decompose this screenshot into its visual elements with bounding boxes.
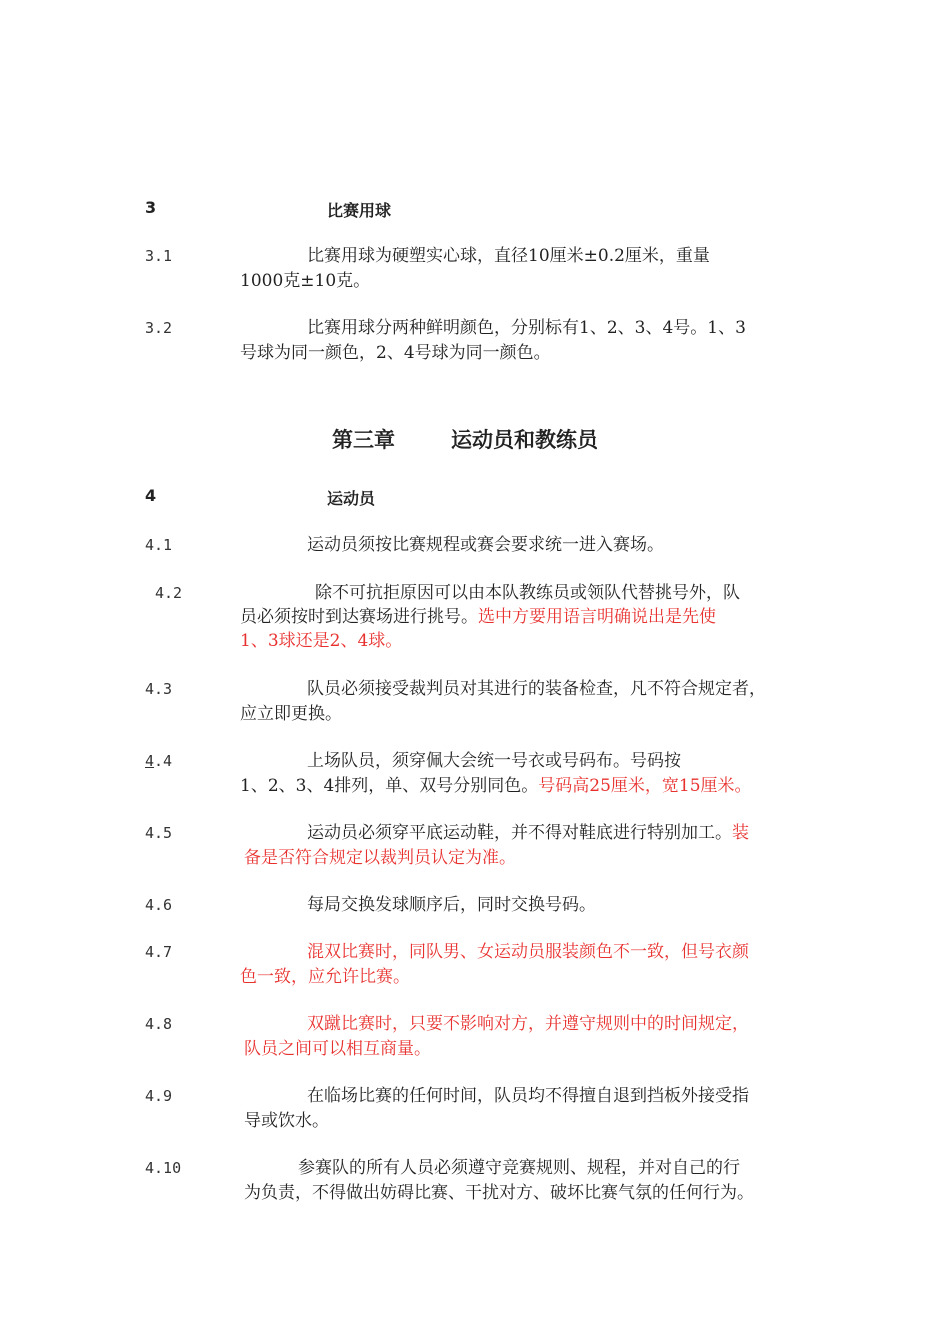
item-4-2-line-2-highlight: 选中方要用语言明确说出是先使 [478, 607, 716, 627]
item-4-5-line-2: 备是否符合规定以裁判员认定为准。 [244, 848, 516, 868]
item-4-10-line-1: 参赛队的所有人员必须遵守竞赛规则、规程，并对自己的行 [298, 1158, 740, 1178]
item-4-4-number-minor: .4 [154, 752, 173, 770]
item-3-2-number: 3.2 [145, 319, 173, 337]
item-4-3-line-1: 队员必须接受裁判员对其进行的装备检查，凡不符合规定者， [307, 679, 766, 699]
item-4-4-line-2 [240, 775, 752, 797]
item-4-4-number-major: 4 [145, 752, 155, 770]
item-4-4-line-2-text: 1、2、3、4排列，单、双号分别同色。 [240, 776, 539, 796]
item-3-1-number: 3.1 [145, 247, 173, 265]
item-4-2-line-2-text: 员必须按时到达赛场进行挑号。 [240, 607, 478, 627]
section-3-number: 3 [145, 198, 157, 217]
section-4-number: 4 [145, 486, 157, 505]
item-4-10-line-2: 为负责，不得做出妨碍比赛、干扰对方、破坏比赛气氛的任何行为。 [244, 1183, 754, 1203]
item-4-2-line-2 [240, 606, 716, 628]
item-4-9-line-1: 在临场比赛的任何时间，队员均不得擅自退到挡板外接受指 [307, 1086, 749, 1106]
item-4-1-number: 4.1 [145, 536, 173, 554]
item-4-1-line-1: 运动员须按比赛规程或赛会要求统一进入赛场。 [307, 535, 664, 555]
item-4-7-line-1: 混双比赛时，同队男、女运动员服装颜色不一致，但号衣颜 [307, 942, 749, 962]
item-4-4-line-1: 上场队员，须穿佩大会统一号衣或号码布。号码按 [307, 751, 681, 771]
item-4-4-number [145, 752, 172, 770]
item-4-2-number: 4.2 [155, 584, 183, 602]
item-4-10-number: 4.10 [145, 1159, 182, 1177]
item-4-8-line-2: 队员之间可以相互商量。 [244, 1039, 431, 1059]
item-4-4-line-2-highlight: 号码高25厘米，宽15厘米。 [538, 776, 752, 796]
item-3-2-line-1: 比赛用球分两种鲜明颜色，分别标有1、2、3、4号。1、3 [307, 318, 746, 338]
section-4-title: 运动员 [327, 489, 376, 508]
item-4-6-number: 4.6 [145, 896, 173, 914]
chapter-label: 第三章 [332, 428, 395, 452]
item-4-8-line-1: 双蹴比赛时，只要不影响对方，并遵守规则中的时间规定， [307, 1014, 749, 1034]
section-3-title: 比赛用球 [327, 201, 392, 220]
item-3-1-line-2: 1000克±10克。 [240, 271, 371, 291]
item-4-3-number: 4.3 [145, 680, 173, 698]
item-4-5-line-1 [307, 822, 749, 844]
item-4-8-number: 4.8 [145, 1015, 173, 1033]
item-3-1-line-1: 比赛用球为硬塑实心球，直径10厘米±0.2厘米，重量 [307, 246, 710, 266]
item-4-2-line-3: 1、3球还是2、4球。 [240, 631, 403, 651]
item-4-6-line-1: 每局交换发球顺序后，同时交换号码。 [307, 895, 596, 915]
item-4-5-number: 4.5 [145, 824, 173, 842]
item-4-2-line-1: 除不可抗拒原因可以由本队教练员或领队代替挑号外，队 [315, 583, 740, 603]
item-4-9-number: 4.9 [145, 1087, 173, 1105]
item-4-3-line-2: 应立即更换。 [240, 704, 342, 724]
item-4-5-line-1-text: 运动员必须穿平底运动鞋，并不得对鞋底进行特别加工。 [307, 823, 732, 843]
chapter-title: 运动员和教练员 [451, 428, 598, 452]
item-4-7-number: 4.7 [145, 943, 173, 961]
item-3-2-line-2: 号球为同一颜色，2、4号球为同一颜色。 [240, 343, 551, 363]
item-4-9-line-2: 导或饮水。 [244, 1111, 329, 1131]
item-4-5-line-1-highlight: 装 [732, 823, 749, 843]
item-4-7-line-2: 色一致，应允许比赛。 [240, 967, 410, 987]
